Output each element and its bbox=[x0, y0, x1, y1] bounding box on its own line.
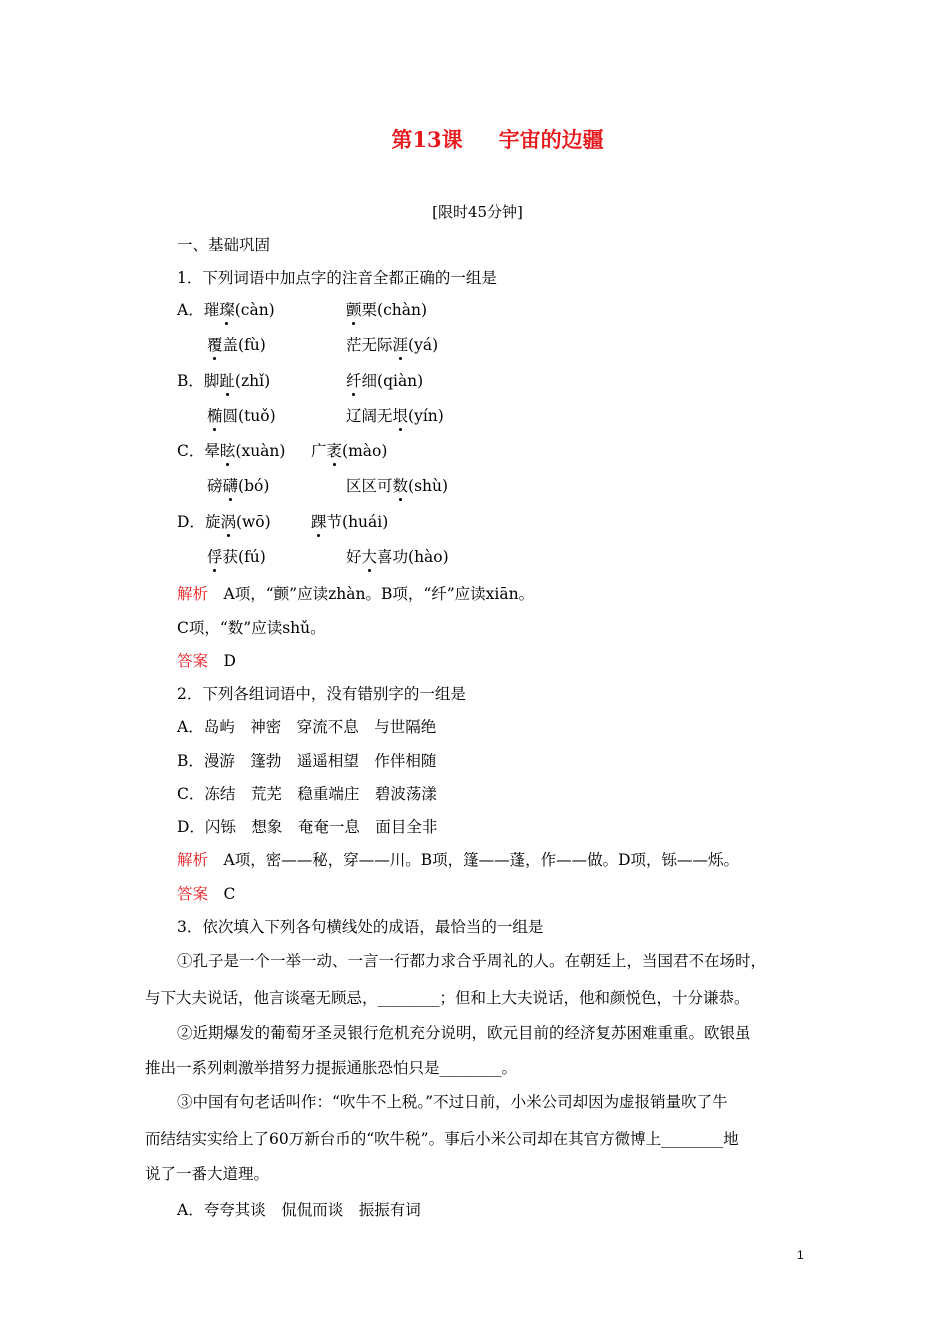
emphasis-dot-char: 涡 bbox=[220, 510, 236, 532]
analysis-label: 解析 bbox=[177, 585, 209, 603]
emphasis-dot-char: 涯 bbox=[393, 333, 409, 355]
q1-a-word2: 颤栗(chàn) bbox=[346, 298, 427, 320]
q1-d-word2: 踝节(huái) bbox=[311, 510, 388, 532]
q1-d-word3: 俘获(fú) bbox=[207, 545, 266, 567]
emphasis-dot-char: 礴 bbox=[223, 474, 239, 496]
q2-option-a: A．岛屿 神密 穿流不息 与世隔绝 bbox=[177, 718, 437, 736]
q3-option-a: A．夸夸其谈 侃侃而谈 振振有词 bbox=[177, 1201, 421, 1219]
q2-option-b: B．漫游 篷勃 遥遥相望 作伴相随 bbox=[177, 752, 437, 770]
answer-label: 答案 bbox=[177, 652, 209, 670]
q2-analysis-text: A项，密——秘，穿——川。B项，篷——蓬，作——做。D项，铄——烁。 bbox=[223, 851, 740, 869]
q1-a-word4: 茫无际涯(yá) bbox=[346, 333, 438, 355]
q2-answer-value: C bbox=[223, 885, 236, 903]
q3-sentence1-line2: 与下大夫说话，他言谈毫无顾忌，________；但和上大夫说话，他和颜悦色，十分谦恭。 bbox=[145, 989, 750, 1007]
answer-label: 答案 bbox=[177, 885, 209, 903]
q1-option-d-row1: D．旋涡(wō) bbox=[177, 510, 271, 532]
page-number: 1 bbox=[797, 1248, 804, 1262]
q1-c-word1: 晕眩(xuàn) bbox=[204, 442, 285, 460]
emphasis-dot-char: 椭 bbox=[207, 404, 223, 426]
emphasis-dot-char: 璨 bbox=[219, 298, 235, 320]
page-title bbox=[0, 124, 950, 154]
q1-d-word4: 好大喜功(hào) bbox=[346, 545, 449, 567]
emphasis-dot-char: 眩 bbox=[220, 439, 236, 461]
q1-c-word2: 广袤(mào) bbox=[311, 439, 387, 461]
q1-stem: 1．下列词语中加点字的注音全都正确的一组是 bbox=[177, 269, 497, 287]
q3-sentence3-line2: 而结结实实给上了60万新台币的“吹牛税”。事后小米公司却在其官方微博上________地 bbox=[145, 1130, 739, 1148]
time-limit: [限时45分钟] bbox=[432, 203, 523, 221]
q1-analysis-text-2: C项，“数”应读shǔ。 bbox=[177, 619, 326, 637]
q3-sentence2-line2: 推出一系列刺激举措努力提振通胀恐怕只是________。 bbox=[145, 1059, 518, 1077]
q2-stem: 2．下列各组词语中，没有错别字的一组是 bbox=[177, 685, 466, 703]
q1-b-word2: 纤细(qiàn) bbox=[346, 369, 423, 391]
lesson-name: 宇宙的边疆 bbox=[498, 127, 604, 152]
emphasis-dot-char: 纤 bbox=[346, 369, 362, 391]
q1-a-word3: 覆盖(fù) bbox=[207, 333, 266, 355]
emphasis-dot-char: 覆 bbox=[207, 333, 223, 355]
q3-sentence2-line1: ②近期爆发的葡萄牙圣灵银行危机充分说明，欧元目前的经济复苏困难重重。欧银虽 bbox=[177, 1024, 751, 1042]
emphasis-dot-char: 袤 bbox=[327, 439, 343, 461]
q3-stem: 3．依次填入下列各句横线处的成语，最恰当的一组是 bbox=[177, 918, 544, 936]
q1-d-word1: 旋涡(wō) bbox=[205, 513, 271, 531]
q1-b-word3: 椭圆(tuǒ) bbox=[207, 404, 276, 426]
q2-answer bbox=[177, 882, 235, 904]
q1-answer bbox=[177, 649, 236, 671]
emphasis-dot-char: 俘 bbox=[207, 545, 223, 567]
q1-b-word4: 辽阔无垠(yín) bbox=[346, 404, 444, 426]
analysis-label: 解析 bbox=[177, 851, 209, 869]
q1-option-a-row1: A．璀璨(càn) bbox=[177, 298, 275, 320]
q3-sentence1-line1: ①孔子是一个一举一动、一言一行都力求合乎周礼的人。在朝廷上，当国君不在场时， bbox=[177, 952, 767, 970]
q3-sentence3-line1: ③中国有句老话叫作：“吹牛不上税。”不过日前，小米公司却因为虚报销量吹了牛 bbox=[177, 1093, 728, 1111]
q1-a-word1: 璀璨(càn) bbox=[204, 301, 275, 319]
q3-sentence3-line3: 说了一番大道理。 bbox=[145, 1165, 270, 1183]
q1-c-word4: 区区可数(shù) bbox=[346, 474, 448, 496]
emphasis-dot-char: 大 bbox=[362, 545, 378, 567]
q1-c-word3: 磅礴(bó) bbox=[207, 474, 269, 496]
q1-analysis bbox=[177, 582, 534, 604]
q1-option-c-row1: C．晕眩(xuàn) bbox=[177, 439, 285, 461]
q2-option-c: C．冻结 荒芜 稳重端庄 碧波荡漾 bbox=[177, 785, 437, 803]
q1-answer-value: D bbox=[223, 652, 236, 670]
q2-option-d: D．闪铄 想象 奄奄一息 面目全非 bbox=[177, 818, 438, 836]
q2-analysis bbox=[177, 848, 739, 870]
emphasis-dot-char: 趾 bbox=[219, 369, 235, 391]
emphasis-dot-char: 踝 bbox=[311, 510, 327, 532]
lesson-number: 第13课 bbox=[391, 127, 463, 152]
section-heading: 一、基础巩固 bbox=[177, 236, 271, 254]
q1-b-word1: 脚趾(zhǐ) bbox=[204, 372, 270, 390]
q1-option-b-row1: B．脚趾(zhǐ) bbox=[177, 369, 270, 391]
emphasis-dot-char: 颤 bbox=[346, 298, 362, 320]
emphasis-dot-char: 垠 bbox=[393, 404, 409, 426]
emphasis-dot-char: 数 bbox=[393, 474, 409, 496]
q1-analysis-text: A项，“颤”应读zhàn。B项，“纤”应读xiān。 bbox=[223, 585, 535, 603]
